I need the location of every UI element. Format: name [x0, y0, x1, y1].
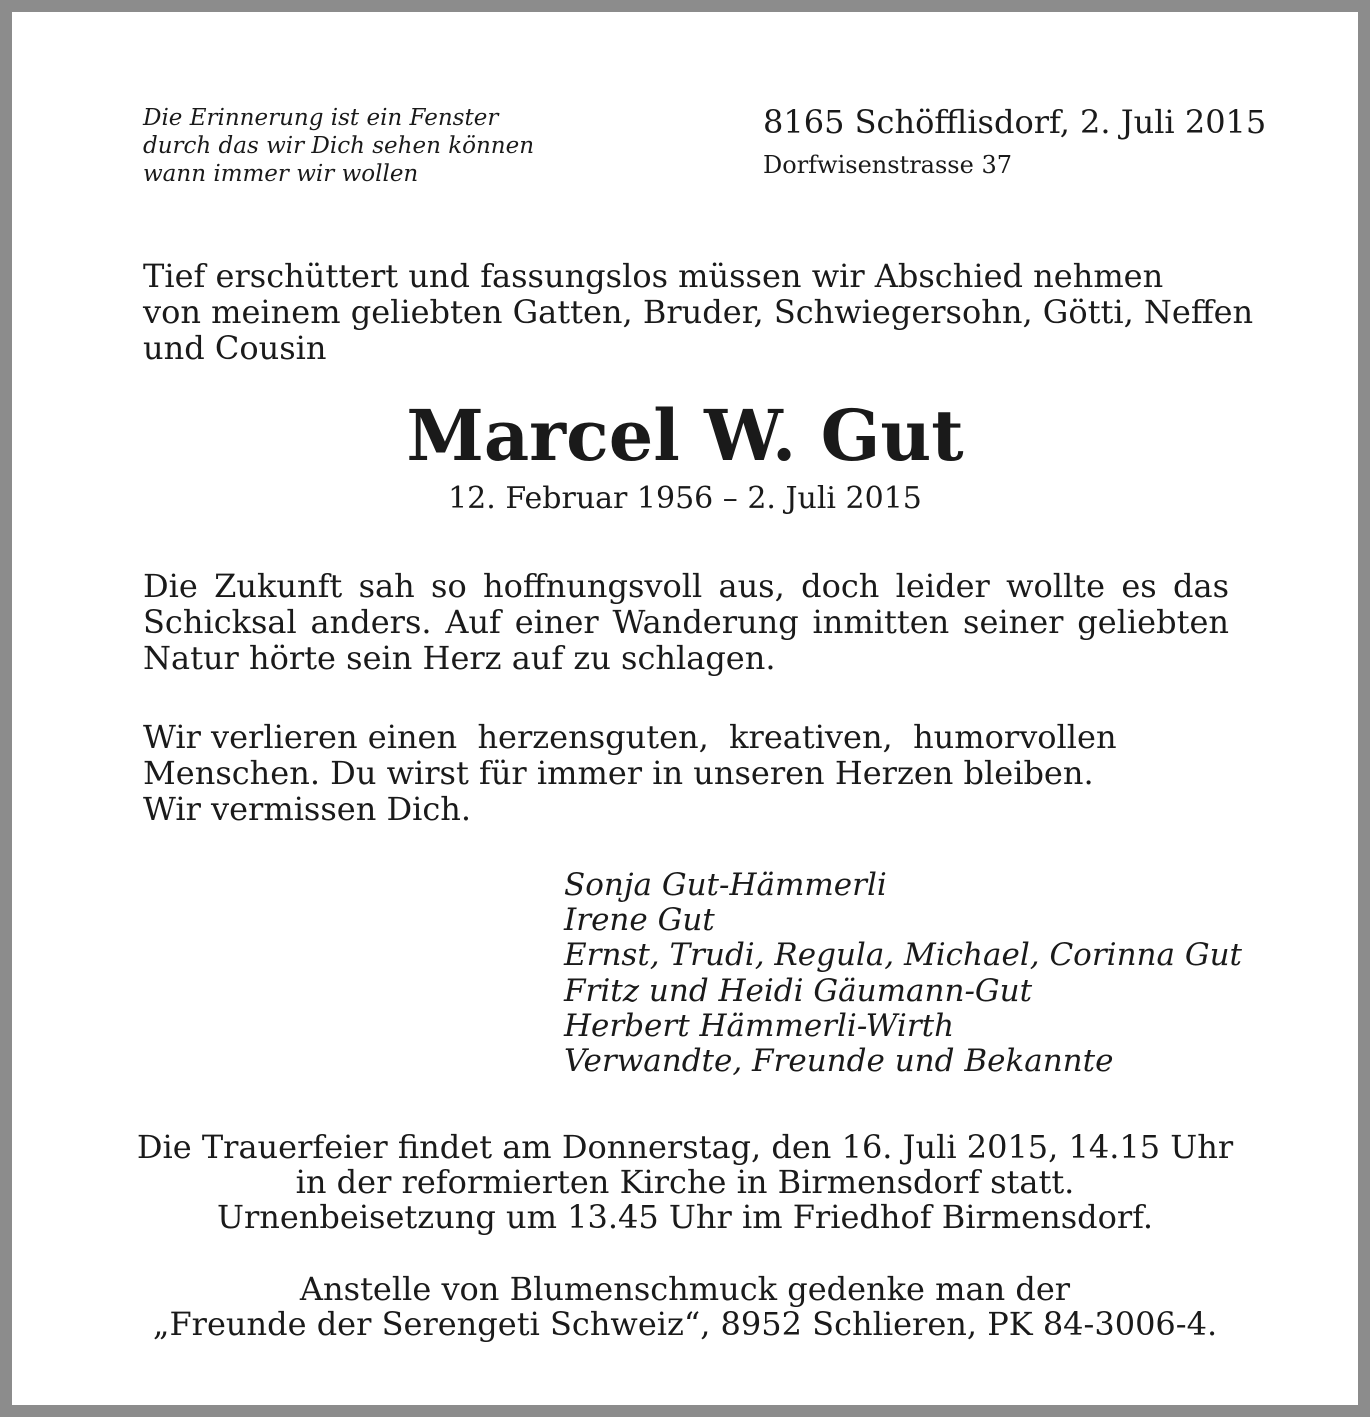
motto-line: Die Erinnerung ist ein Fenster	[143, 105, 499, 131]
mourner-name: Fritz und Heidi Gäumann-Gut	[564, 972, 1033, 1009]
street-address: Dorfwisenstrasse 37	[763, 151, 1012, 179]
funeral-line: Die Trauerfeier findet am Donnerstag, den 16. Juli 2015, 14.15 Uhr	[136, 1128, 1234, 1166]
mourner-name: Sonja Gut-Hämmerli	[564, 867, 887, 903]
donation-line: „Freunde der Serengeti Schweiz“, 8952 Schlieren, PK 84-3006-4.	[152, 1305, 1218, 1343]
motto-line: wann immer wir wollen	[143, 161, 419, 187]
obituary-page	[12, 12, 1358, 1405]
body-paragraph-2	[143, 719, 1117, 827]
place-and-date: 8165 Schöfflisdorf, 2. Juli 2015	[763, 103, 1267, 141]
body-line: Wir vermissen Dich.	[143, 790, 472, 828]
mourner-name: Irene Gut	[564, 902, 715, 939]
motto-line: durch das wir Dich sehen können	[143, 133, 535, 159]
deceased-name: Marcel W. Gut	[406, 394, 964, 477]
body-line: Menschen. Du wirst für immer in unseren Herzen bleiben.	[143, 754, 1094, 792]
funeral-line: Urnenbeisetzung um 13.45 Uhr im Friedhof Birmensdorf.	[216, 1198, 1154, 1236]
mourner-name: Herbert Hämmerli-Wirth	[564, 1007, 955, 1044]
body-paragraph: Die Zukunft sah so hoffnungsvoll aus, doch leider wollte es das Schicksal anders. Auf einer Wanderung inmitten seiner geliebten Natur hörte sein Herz auf zu schlagen.	[143, 567, 1229, 677]
donation-note	[12, 1272, 1358, 1342]
memorial-motto	[143, 104, 534, 188]
intro-line: Tief erschüttert und fassungslos müssen wir Abschied nehmen	[143, 257, 1164, 295]
funeral-details	[12, 1130, 1358, 1235]
intro-line: von meinem geliebten Gatten, Bruder, Schwiegersohn, Götti, Neffen	[143, 293, 1254, 331]
intro-text	[143, 258, 1253, 366]
life-dates: 12. Februar 1956 – 2. Juli 2015	[448, 481, 922, 516]
mourner-name: Ernst, Trudi, Regula, Michael, Corinna Gut	[564, 937, 1243, 974]
mourners-list	[564, 868, 1242, 1079]
intro-line: und Cousin	[143, 329, 327, 367]
donation-line: Anstelle von Blumenschmuck gedenke man der	[299, 1270, 1071, 1308]
funeral-line: in der reformierten Kirche in Birmensdorf statt.	[295, 1163, 1075, 1201]
body-line: Wir verlieren einen herzensguten, kreativen, humorvollen	[143, 718, 1117, 756]
mourner-name: Verwandte, Freunde und Bekannte	[564, 1043, 1114, 1080]
